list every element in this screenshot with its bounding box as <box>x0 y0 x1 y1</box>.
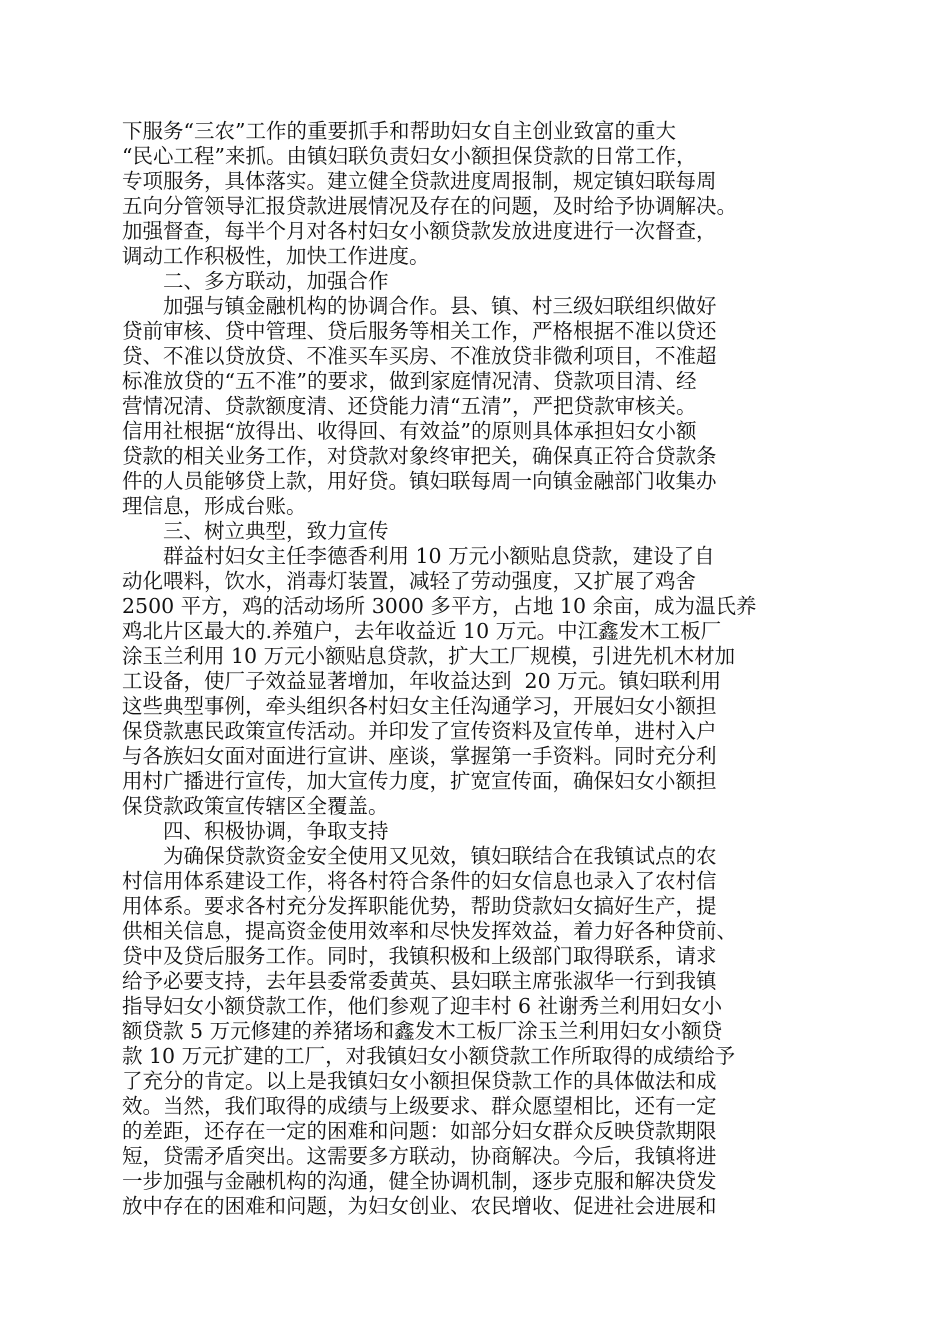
text-line: 件的人员能够贷上款，用好贷。镇妇联每周一向镇金融部门收集办 <box>122 469 717 493</box>
text-line: 加强督查，每半个月对各村妇女小额贷款发放进度进行一次督查， <box>122 219 717 243</box>
text-line: 额贷款 5 万元修建的养猪场和鑫发木工板厂涂玉兰利用妇女小额贷 <box>122 1019 723 1043</box>
text-line: 供相关信息，提高资金使用效率和尽快发挥效益，着力好各种贷前、 <box>122 919 737 943</box>
text-line: 这些典型事例，牵头组织各村妇女主任沟通学习，开展妇女小额担 <box>122 694 717 718</box>
text-line: 效。当然，我们取得的成绩与上级要求、群众愿望相比，还有一定 <box>122 1094 717 1118</box>
text-line: 贷中及贷后服务工作。同时，我镇积极和上级部门取得联系，请求 <box>122 944 717 968</box>
text-line: 群益村妇女主任李德香利用 10 万元小额贴息贷款，建设了自 <box>122 544 715 568</box>
text-line: 理信息，形成台账。 <box>122 494 307 518</box>
text-line: 为确保贷款资金安全使用又见效，镇妇联结合在我镇试点的农 <box>122 844 717 868</box>
text-line: 五向分管领导汇报贷款进展情况及存在的问题，及时给予协调解决。 <box>122 194 737 218</box>
text-line: 工设备，使厂子效益显著增加，年收益达到 20 万元。镇妇联利用 <box>122 669 722 693</box>
text-line: 涂玉兰利用 10 万元小额贴息贷款，扩大工厂规模，引进先机木材加 <box>122 644 736 668</box>
text-line: 标准放贷的“五不准”的要求，做到家庭情况清、贷款项目清、经 <box>122 369 697 393</box>
text-line: 放中存在的困难和问题，为妇女创业、农民增收、促进社会进展和 <box>122 1194 717 1218</box>
text-line: 款 10 万元扩建的工厂，对我镇妇女小额贷款工作所取得的成绩给予 <box>122 1044 736 1068</box>
text-line: 贷款的相关业务工作，对贷款对象终审把关，确保真正符合贷款条 <box>122 444 717 468</box>
text-line: 村信用体系建设工作，将各村符合条件的妇女信息也录入了农村信 <box>122 869 717 893</box>
text-line: 贷、不准以贷放贷、不准买车买房、不准放贷非微利项目，不准超 <box>122 344 717 368</box>
text-line: 2500 平方，鸡的活动场所 3000 多平方，占地 10 余亩，成为温氏养 <box>122 594 757 618</box>
text-line: 与各族妇女面对面进行宣讲、座谈，掌握第一手资料。同时充分利 <box>122 744 717 768</box>
text-line: 给予必要支持，去年县委常委黄英、县妇联主席张淑华一行到我镇 <box>122 969 717 993</box>
text-line: 保贷款政策宣传辖区全覆盖。 <box>122 794 389 818</box>
text-line: 指导妇女小额贷款工作，他们参观了迎丰村 6 社谢秀兰利用妇女小 <box>122 994 723 1018</box>
text-line: 用村广播进行宣传，加大宣传力度，扩宽宣传面，确保妇女小额担 <box>122 769 717 793</box>
text-line: 短，贷需矛盾突出。这需要多方联动，协商解决。今后，我镇将进 <box>122 1144 717 1168</box>
text-line: 贷前审核、贷中管理、贷后服务等相关工作，严格根据不准以贷还 <box>122 319 717 343</box>
text-line: 下服务“三农”工作的重要抓手和帮助妇女自主创业致富的重大 <box>122 119 676 143</box>
text-line: 用体系。要求各村充分发挥职能优势，帮助贷款妇女搞好生产，提 <box>122 894 717 918</box>
text-line: 三、树立典型，致力宣传 <box>122 519 389 543</box>
text-line: 加强与镇金融机构的协调合作。县、镇、村三级妇联组织做好 <box>122 294 717 318</box>
text-line: 二、多方联动，加强合作 <box>122 269 389 293</box>
text-line: 专项服务，具体落实。建立健全贷款进度周报制，规定镇妇联每周 <box>122 169 717 193</box>
text-line: 一步加强与金融机构的沟通，健全协调机制，逐步克服和解决贷发 <box>122 1169 717 1193</box>
text-line: 的差距，还存在一定的困难和问题：如部分妇女群众反映贷款期限 <box>122 1119 717 1143</box>
text-line: 鸡北片区最大的.养殖户，去年收益近 10 万元。中江鑫发木工板厂 <box>122 619 722 643</box>
text-line: 动化喂料，饮水，消毒灯装置，减轻了劳动强度，又扩展了鸡舍 <box>122 569 696 593</box>
text-line: 四、积极协调，争取支持 <box>122 819 389 843</box>
text-line: 保贷款惠民政策宣传活动。并印发了宣传资料及宣传单，进村入户 <box>122 719 717 743</box>
text-line: “民心工程”来抓。由镇妇联负责妇女小额担保贷款的日常工作， <box>122 144 697 168</box>
text-line: 了充分的肯定。以上是我镇妇女小额担保贷款工作的具体做法和成 <box>122 1069 717 1093</box>
text-line: 信用社根据“放得出、收得回、有效益”的原则具体承担妇女小额 <box>122 419 697 443</box>
document-body-text <box>122 119 834 1219</box>
text-line: 调动工作积极性，加快工作进度。 <box>122 244 430 268</box>
text-line: 营情况清、贷款额度清、还贷能力清“五清”，严把贷款审核关。 <box>122 394 697 418</box>
